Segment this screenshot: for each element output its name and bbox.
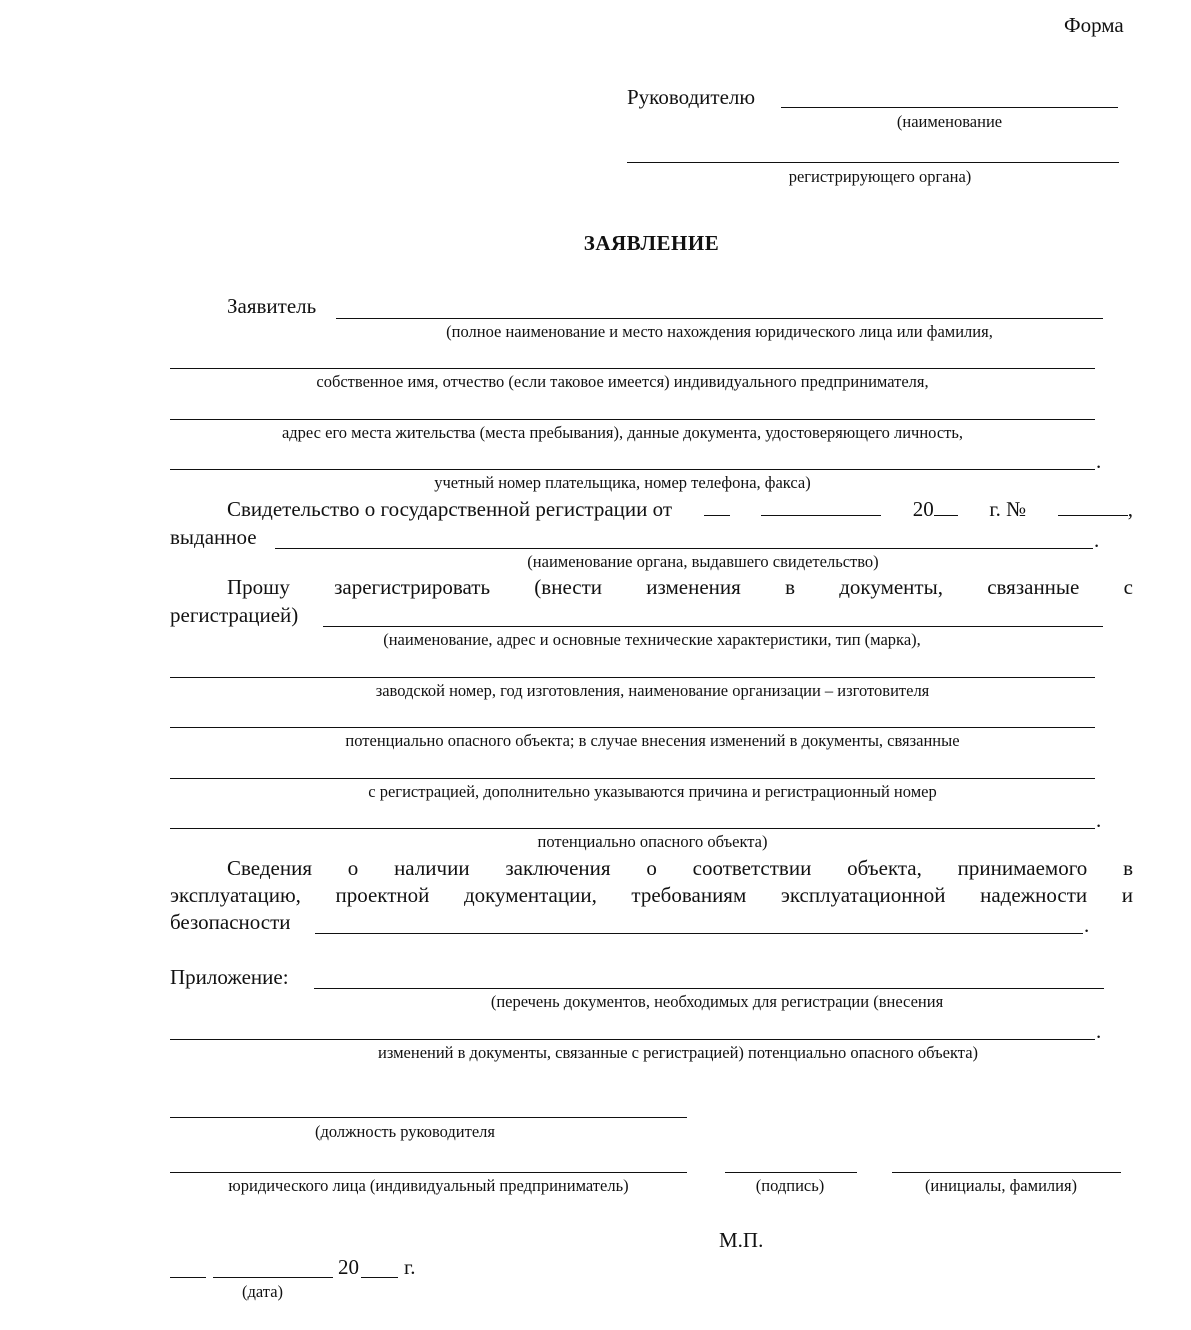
- form-label: Форма: [1064, 13, 1124, 37]
- date-day-field[interactable]: [170, 1277, 206, 1278]
- date-year-field[interactable]: [361, 1277, 398, 1278]
- addressee-name-field-2[interactable]: [627, 162, 1119, 163]
- applicant-caption-2: собственное имя, отчество (если таковое имеется) индивидуального предпринимателя,: [316, 372, 929, 391]
- request-caption-2: заводской номер, год изготовления, наименование организации – изготовителя: [375, 681, 930, 700]
- request-word: с: [1123, 575, 1133, 599]
- conclusion-period: .: [1084, 913, 1090, 937]
- request-line-1: [227, 577, 1133, 598]
- issued-label: выданное: [170, 525, 257, 549]
- issued-period: .: [1094, 528, 1100, 552]
- issued-by-field[interactable]: [275, 548, 1093, 549]
- request-field-2[interactable]: [170, 677, 1095, 678]
- attachment-caption-1: (перечень документов, необходимых для регистрации (внесения: [490, 992, 944, 1011]
- certificate-text: Свидетельство о государственной регистрации от: [227, 497, 673, 521]
- position-caption-1: (должность руководителя: [315, 1122, 495, 1141]
- date-caption: (дата): [242, 1282, 284, 1301]
- date-year-prefix: 20: [338, 1255, 359, 1279]
- name-caption: (инициалы, фамилия): [924, 1176, 1078, 1195]
- position-caption-2: юридического лица (индивидуальный предприниматель): [228, 1176, 629, 1195]
- date-month-field[interactable]: [213, 1277, 333, 1278]
- request-caption-4: с регистрацией, дополнительно указываются причина и регистрационный номер: [368, 782, 937, 801]
- request-word: документы,: [839, 575, 943, 599]
- applicant-caption-1: (полное наименование и место нахождения юридического лица или фамилия,: [446, 322, 993, 341]
- applicant-field-1[interactable]: [336, 318, 1103, 319]
- attachment-field-1[interactable]: [314, 988, 1104, 989]
- applicant-field-4[interactable]: [170, 469, 1095, 470]
- request-period: .: [1096, 808, 1102, 832]
- signature-field[interactable]: [725, 1172, 857, 1173]
- applicant-label: Заявитель: [227, 294, 317, 318]
- applicant-caption-4: учетный номер плательщика, номер телефона, факса): [434, 473, 811, 492]
- request-field-5[interactable]: [170, 828, 1095, 829]
- request-caption-5: потенциально опасного объекта): [537, 832, 768, 851]
- certificate-year: 20: [913, 499, 958, 520]
- applicant-caption-3: адрес его места жительства (места пребывания), данные документа, удостоверяющего личность,: [281, 423, 964, 442]
- addressee-name-field[interactable]: [781, 107, 1118, 108]
- request-word: в: [785, 575, 795, 599]
- certificate-year-field[interactable]: [934, 501, 958, 516]
- addressee-caption-2: регистрирующего органа): [788, 167, 972, 186]
- attachment-period: .: [1096, 1019, 1102, 1043]
- conclusion-line-3-label: безопасности: [170, 910, 291, 934]
- issued-caption: (наименование органа, выдавшего свидетельство): [527, 552, 879, 571]
- request-word: зарегистрировать: [334, 575, 491, 599]
- certificate-month-field[interactable]: [761, 501, 881, 516]
- position-field-1[interactable]: [170, 1117, 687, 1118]
- date-year-suffix: г.: [404, 1255, 416, 1279]
- attachment-field-2[interactable]: [170, 1039, 1095, 1040]
- request-word: (внести: [534, 575, 603, 599]
- attachment-caption-2: изменений в документы, связанные с регистрацией) потенциально опасного объекта): [377, 1043, 979, 1062]
- name-field[interactable]: [892, 1172, 1121, 1173]
- document-title: ЗАЯВЛЕНИЕ: [583, 231, 720, 255]
- signature-caption: (подпись): [755, 1176, 825, 1195]
- certificate-day-field[interactable]: [704, 501, 730, 516]
- request-field-4[interactable]: [170, 778, 1095, 779]
- request-caption-1: (наименование, адрес и основные технические характеристики, тип (марка),: [383, 630, 921, 649]
- addressee-prefix: Руководителю: [627, 85, 756, 109]
- position-field-2[interactable]: [170, 1172, 687, 1173]
- certificate-number-label: г. №: [989, 497, 1027, 521]
- request-word: изменения: [646, 575, 741, 599]
- applicant-period: .: [1096, 449, 1102, 473]
- addressee-caption-1: (наименование: [896, 112, 1003, 131]
- conclusion-field[interactable]: [315, 933, 1083, 934]
- request-word: Прошу: [227, 575, 290, 599]
- applicant-field-2[interactable]: [170, 368, 1095, 369]
- request-caption-3: потенциально опасного объекта; в случае внесения изменений в документы, связанные: [345, 731, 960, 750]
- attachment-label: Приложение:: [170, 965, 289, 989]
- applicant-field-3[interactable]: [170, 419, 1095, 420]
- certificate-number-field[interactable]: [1058, 501, 1128, 516]
- conclusion-line-2: эксплуатацию, проектной документации, требованиям эксплуатационной надежности и: [170, 883, 1133, 907]
- request-field-3[interactable]: [170, 727, 1095, 728]
- request-field-1[interactable]: [323, 626, 1103, 627]
- request-line-2-label: регистрацией): [170, 603, 299, 627]
- stamp-label: М.П.: [719, 1228, 764, 1252]
- certificate-number: ,: [1058, 499, 1133, 520]
- conclusion-line-1: Сведения о наличии заключения о соответствии объекта, принимаемого в: [227, 856, 1133, 880]
- certificate-line: [227, 499, 1133, 520]
- request-word: связанные: [987, 575, 1080, 599]
